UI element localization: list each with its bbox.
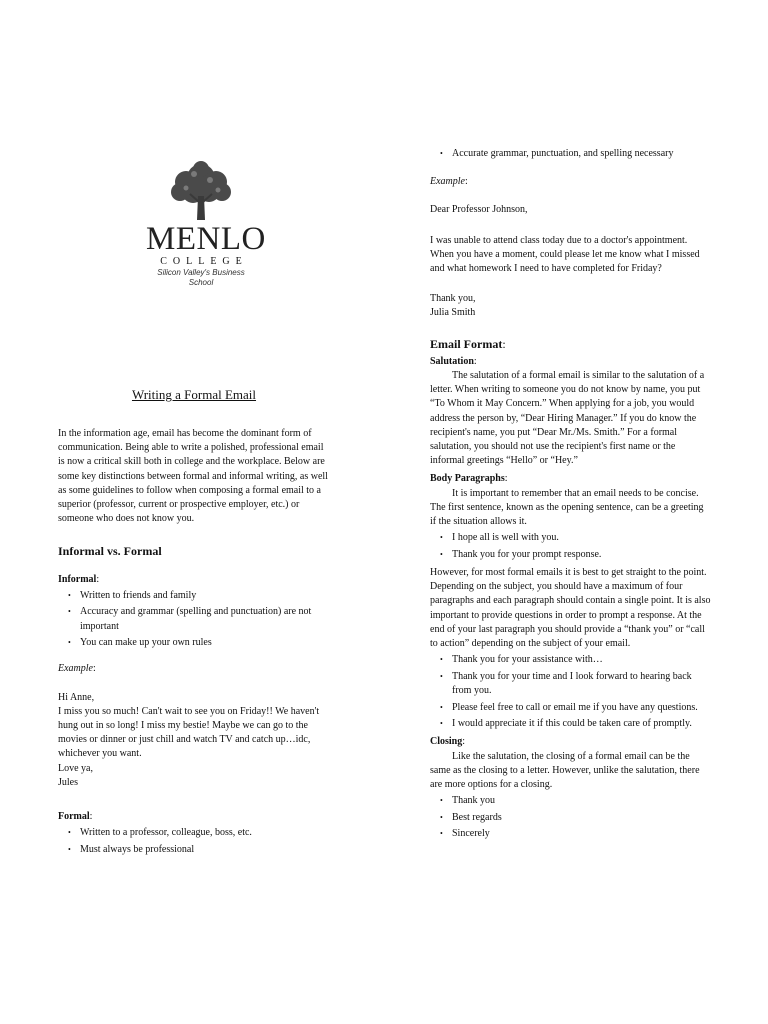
body-paragraph-1: It is important to remember that an email needs to be concise. The first sentence, known as the opening sentence, can be a greeting if the situation allows it.: [430, 487, 704, 528]
example-line: Love ya,: [58, 762, 93, 774]
salutation-paragraph: The salutation of a formal email is similar to the salutation of a letter. When writing to someone you do not know by name, you put “To Whom it May Concern.” When applying for a job, you would address the person by, “Dear Hiring Manager.” If you do know the recipient's name, you put “Dear Mr./Ms. Smith.” For a formal salutation, you should not use the recipient's first name or the informal greetings “Hello” or “Hey.”: [430, 370, 705, 467]
formal-example-closing: Thank you,: [430, 293, 476, 305]
formal-list: [58, 826, 330, 857]
left-column: In the information age, email has become the dominant form of communication. Being able to write a polished, professional email is now a critical skill both in college and the workplace. Below are some key distinctions between formal and informal writing, as well as some guidelines to follow when composing a formal email to a superior (professor, current or prospective employer, etc.) or someone who does not know you. Informal vs. Formal Informal: • Written to friends and family • Accuracy and grammar (spelling and punctuation) are not important • You can make up your own rules Example: Hi Anne, I miss you so much! Can't wait to see you on Friday!! We haven't hung out in so long! I miss my bestie! Maybe we can go to the movies or dinner or just chill and watch TV and catch up…idc, whichever you want. Love ya, Jules Formal: • Written to a professor, colleague, boss, etc. • Must always be professional: [58, 427, 330, 861]
salutation-label: Salutation: [430, 355, 474, 367]
list-item: • Accuracy and grammar (spelling and punctuation) are not important: [80, 605, 330, 633]
closing-label: Closing: [430, 736, 463, 748]
closing-paragraph: Like the salutation, the closing of a formal email can be the same as the closing to a letter. However, unlike the salutation, there are more options for a closing.: [430, 750, 700, 791]
list-item: • Thank you for your assistance with…: [452, 653, 712, 667]
example-label: Example: [430, 176, 465, 188]
body-paragraphs-label: Body Paragraphs: [430, 473, 505, 485]
closing-list: [430, 794, 712, 841]
list-item: • I hope all is well with you.: [452, 531, 712, 545]
logo-college: COLLEGE: [160, 256, 248, 267]
formal-list-continued: [430, 147, 712, 161]
example-line: Hi Anne,: [58, 691, 95, 703]
list-item: • Best regards: [452, 811, 712, 825]
logo-name: MENLO: [146, 221, 266, 257]
list-item: • You can make up your own rules: [80, 636, 330, 650]
list-item: • Please feel free to call or email me if you have any questions.: [452, 701, 712, 715]
list-item: • Accurate grammar, punctuation, and spelling necessary: [452, 147, 712, 161]
list-item: • Written to a professor, colleague, boss, etc.: [80, 826, 330, 840]
list-item: • I would appreciate it if this could be taken care of promptly.: [452, 717, 712, 731]
formal-label: Formal: [58, 811, 90, 823]
example-line: Jules: [58, 776, 78, 788]
page-title: Writing a Formal Email: [131, 387, 257, 402]
list-item: • Thank you for your time and I look forward to hearing back from you.: [452, 670, 712, 698]
list-item: • Sincerely: [452, 827, 712, 841]
formal-example-body: I was unable to attend class today due to a doctor's appointment. When you have a moment, could please let me know what I missed and what homework I need to have completed for Friday?: [430, 234, 700, 275]
example-line: I miss you so much! Can't wait to see you on Friday!! We haven't hung out in so long! I miss my bestie! Maybe we can go to the movies or dinner or just chill and watch TV and catch up…idc, whichever you want.: [58, 705, 320, 760]
formal-example-name: Julia Smith: [430, 307, 476, 319]
oak-tree-icon: [166, 160, 236, 222]
informal-example: [58, 691, 330, 790]
section-heading-informal-formal: Informal vs. Formal: [58, 544, 162, 559]
formal-example-greeting: Dear Professor Johnson,: [430, 204, 528, 216]
list-item: • Written to friends and family: [80, 589, 330, 603]
menlo-college-logo: [146, 160, 266, 288]
body-list-2: [430, 653, 712, 731]
logo-tagline: Silicon Valley's Business School: [157, 268, 245, 287]
body-paragraph-2: However, for most formal emails it is best to get straight to the point. Depending on the subject, you should have a maximum of four paragraphs and each paragraph should contain a single point. It is also important to provide questions in order to prompt a response. At the end of your last paragraph you should provide a “thank you” or “call to action” depending on the subject of your email.: [430, 567, 711, 650]
example-label: Example: [58, 663, 93, 675]
informal-list: [58, 589, 330, 651]
email-format-heading: Email Format: [430, 336, 503, 351]
informal-label: Informal: [58, 573, 97, 585]
body-list-1: [430, 531, 712, 562]
right-column: • Accurate grammar, punctuation, and spelling necessary Example: Dear Professor Johnson, I was unable to attend class today due to a doctor's appointment. When you have a moment, could please let me know what I missed and what homework I need to have completed for Friday? Thank you, Julia Smith Email Format: Salutation: The salutation of a formal email is similar to the salutation of a letter. When writing to someone you do not know by name, you put “To Whom it May Concern.” When applying for a job, you would address the person by, “Dear Hiring Manager.” If you do know the recipient's name, you put “Dear Mr./Ms. Smith.” For a formal salutation, you should not use the recipient's first name or the informal greetings “Hello” or “Hey.” Body Paragraphs: It is important to remember that an email needs to be concise. The first sentence, known as the opening sentence, can be a greeting if the situation allows it. • I hope all is well with you. • Thank you for your prompt response. However, for most formal emails it is best to get straight to the point. Depending on the subject, you should have a maximum of four paragraphs and each paragraph should contain a single point. It is also important to provide questions in order to prompt a response. At the end of your last paragraph you should provide a “thank you” or “call to action” depending on the subject of your email. • Thank you for your assistance with… • Thank you for your time and I look forward to hearing back from you. • Please feel free to call or email me if you have any questions. • I would appreciate it if this could be taken care of promptly. Closing: Like the salutation, the closing of a formal email can be the same as the closing to a letter. However, unlike the salutation, there are more options for a closing. • Thank you • Best regards • Sincerely: [430, 147, 712, 846]
list-item: • Must always be professional: [80, 843, 330, 857]
intro-paragraph: In the information age, email has become the dominant form of communication. Being able to write a polished, professional email is now a critical skill both in college and the workplace. Below are some key distinctions between formal and informal writing, as well as some guidelines to follow when composing a formal email to a superior (professor, current or prospective employer, etc.) or someone who does not know you.: [58, 428, 328, 525]
list-item: • Thank you for your prompt response.: [452, 548, 712, 562]
list-item: • Thank you: [452, 794, 712, 808]
